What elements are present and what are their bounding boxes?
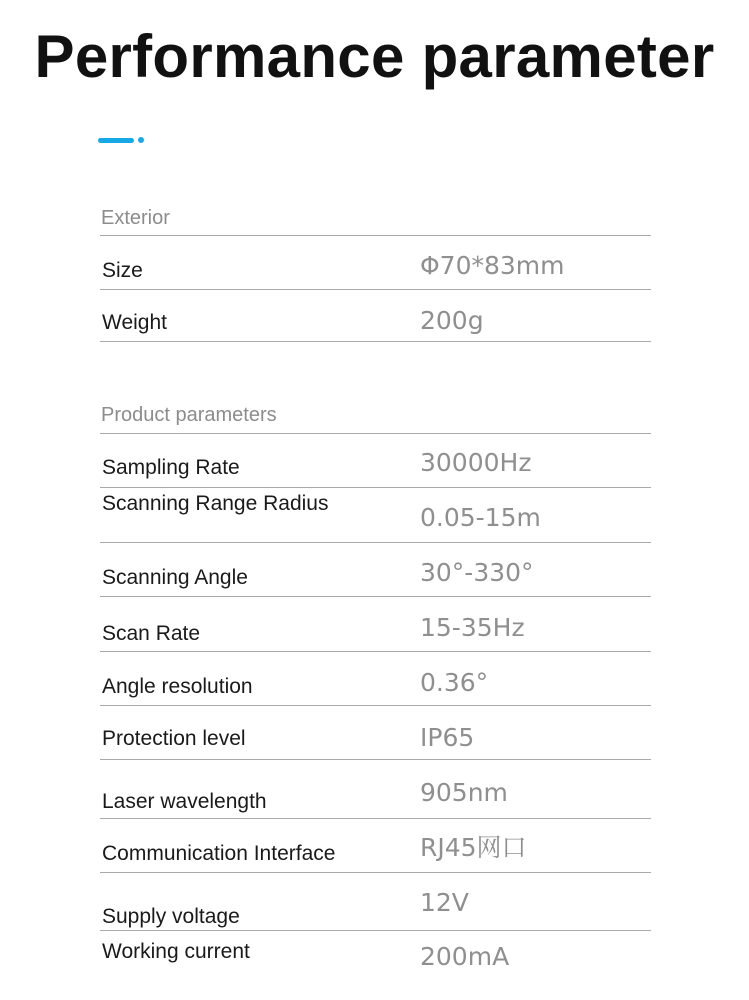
spec-label-working-current: Working current	[102, 940, 250, 963]
spec-value-communication-interface: RJ45网口	[420, 833, 527, 862]
divider	[100, 235, 651, 236]
spec-label-laser-wavelength: Laser wavelength	[102, 790, 267, 813]
spec-label-angle-resolution: Angle resolution	[102, 675, 253, 698]
divider	[100, 872, 651, 873]
section-label-product-parameters: Product parameters	[101, 404, 277, 426]
divider	[100, 759, 651, 760]
spec-value-angle-resolution: 0.36°	[420, 668, 489, 697]
accent-bar	[98, 138, 134, 143]
spec-label-scan-rate: Scan Rate	[102, 622, 201, 645]
spec-value-sampling-rate: 30000Hz	[420, 448, 532, 477]
spec-label-sampling-rate: Sampling Rate	[102, 456, 240, 479]
section-label-exterior: Exterior	[101, 207, 170, 229]
divider	[100, 341, 651, 342]
spec-value-protection-level: IP65	[420, 723, 475, 752]
title-accent-decoration	[98, 137, 144, 143]
divider	[100, 818, 651, 819]
divider	[100, 930, 651, 931]
spec-label-scanning-angle: Scanning Angle	[102, 566, 248, 589]
divider	[100, 705, 651, 706]
page-title: Performance parameter	[34, 23, 715, 90]
spec-label-supply-voltage: Supply voltage	[102, 905, 240, 928]
spec-label-size: Size	[102, 259, 143, 282]
spec-value-laser-wavelength: 905nm	[420, 778, 508, 807]
spec-label-scanning-range-radius: Scanning Range Radius	[102, 492, 329, 515]
spec-value-supply-voltage: 12V	[420, 888, 469, 917]
divider	[100, 596, 651, 597]
divider	[100, 433, 651, 434]
divider	[100, 487, 651, 488]
spec-value-working-current: 200mA	[420, 942, 510, 971]
divider	[100, 542, 651, 543]
spec-label-communication-interface: Communication Interface	[102, 842, 336, 865]
divider	[100, 651, 651, 652]
spec-value-scan-rate: 15-35Hz	[420, 613, 525, 642]
spec-label-weight: Weight	[102, 311, 167, 334]
divider	[100, 289, 651, 290]
spec-value-scanning-range-radius: 0.05-15m	[420, 503, 541, 532]
spec-value-weight: 200g	[420, 306, 484, 335]
spec-label-protection-level: Protection level	[102, 727, 246, 750]
spec-value-size: Φ70*83mm	[420, 251, 565, 280]
accent-dot	[138, 137, 144, 143]
spec-value-scanning-angle: 30°-330°	[420, 558, 534, 587]
